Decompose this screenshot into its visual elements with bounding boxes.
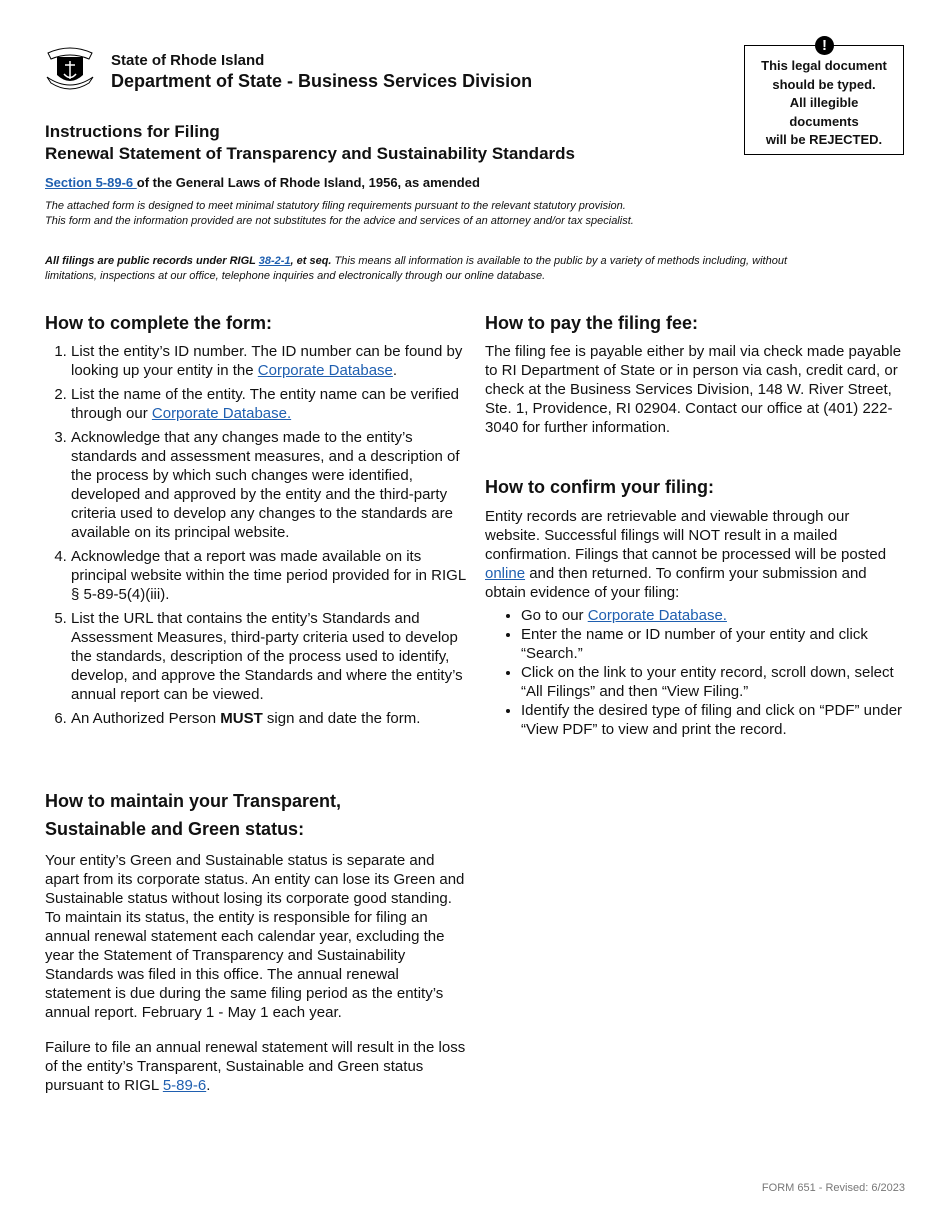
corporate-database-link[interactable]: Corporate Database. [587,607,727,624]
department-name: Department of State - Business Services Division [111,71,533,91]
disclaimer-line: This form and the information provided are not substitutes for the advice and services of an attorney and/or tax specialist. [45,215,634,227]
step-item: 4. Acknowledge that a report was made available on its principal website within the time period provided for in RIGL § 5-89-5(4)(iii). [71,547,470,604]
step-item: 3. Acknowledge that any changes made to the entity’s standards and assessment measures, and a description of the process by which such changes were identified, developed and approved by the entity and the third-party criteria used to develop any changes to the standards are available on its principal website. [71,428,470,542]
statute-link[interactable]: Section 5-89-6 [45,175,137,190]
step-item: 5. List the URL that contains the entity’s Standards and Assessment Measures, third-party criteria used to develop the standards, description of the process used to identify, develop, and approve the Standards and where the entity’s annual report can be viewed. [71,609,470,704]
notice-line: This legal document [761,58,887,73]
maintain-heading-line: How to maintain your Transparent, [45,791,342,811]
form-footer: FORM 651 - Revised: 6/2023 [761,1182,905,1194]
page-title [45,121,575,165]
confirm-heading: How to confirm your filing: [485,477,714,497]
step-item: 1. List the entity’s ID number. The ID number can be found by looking up your entity in the Corporate Database. [71,342,470,380]
online-link[interactable]: online [485,565,526,582]
confirm-paragraph: Entity records are retrievable and viewable through our website. Successful filings will NOT result in a mailed confirmation. Filings that cannot be processed will be posted online and then returned. To confirm your submission and obtain evidence of your filing: [485,508,887,601]
notice-line: documents [789,113,859,129]
title-line-1: Instructions for Filing [45,122,220,141]
complete-steps [45,342,470,733]
state-seal-logo [45,43,95,91]
confirm-step: • Go to our Corporate Database. [521,606,905,625]
statute-text: of the General Laws of Rhode Island, 1956, as amended [136,175,480,190]
complete-heading: How to complete the form: [45,313,273,333]
disclaimer-line: The attached form is designed to meet minimal statutory filing requirements pursuant to the relevant statutory provision. [45,200,626,212]
maintain-paragraph: Your entity’s Green and Sustainable status is separate and apart from its corporate status. An entity can lose its Green and Sustainable status without losing its corporate good standing. To maintain its status, the entity is responsible for filing an annual renewal statement each calendar year, excluding the year the Statement of Transparency and Sustainability Standards was filed in this office. The annual renewal statement is due during the same filing period as the entity’s annual report. February 1 - May 1 each year. [45,852,465,1021]
disclaimer [45,199,634,229]
state-name: State of Rhode Island [111,52,265,69]
failure-paragraph: Failure to file an annual renewal statement will result in the loss of the entity’s Transparent, Sustainable and Green status pursuant to RIGL 5-89-6. [45,1039,466,1094]
rigl-5-89-6-link[interactable]: 5-89-6 [162,1077,207,1094]
title-line-2: Renewal Statement of Transparency and Sustainability Standards [45,144,575,163]
public-bold: , et seq. [290,255,332,267]
maintain-heading [45,787,341,843]
corporate-database-link[interactable]: Corporate Database. [151,405,292,422]
exclamation-icon: ! [815,36,834,55]
notice-line: All illegible [789,95,859,110]
confirm-step: • Click on the link to your entity record, scroll down, select “All Filings” and then “View Filing.” [521,663,905,701]
confirm-steps [485,606,905,739]
public-bold: All filings are public records under RIGL [45,255,259,267]
corporate-database-link[interactable]: Corporate Database [257,362,393,379]
public-text: This means all information is available to the public by a variety of methods including, without limitations, inspections at our office, telephone inquiries and electronically through our online database. [45,255,788,282]
rigl-link[interactable]: 38-2-1 [258,255,291,267]
public-records-notice [45,254,795,284]
pay-heading: How to pay the filing fee: [485,313,699,333]
statute-reference [45,175,480,190]
notice-line: will be REJECTED. [765,132,883,147]
notice-line: should be typed. [772,76,876,92]
step-item: 6. An Authorized Person MUST sign and date the form. [71,709,470,728]
confirm-step: • Enter the name or ID number of your entity and click “Search.” [521,625,905,663]
pay-paragraph: The filing fee is payable either by mail via check made payable to RI Department of State or in person via cash, credit card, or check at the Business Services Division, 148 W. River Street, Ste. 1, Providence, RI 02904. Contact our office at (401) 222-3040 for further information. [485,343,902,436]
typed-notice-box [744,37,904,155]
maintain-heading-line: Sustainable and Green status: [45,819,305,839]
step-item: 2. List the name of the entity. The entity name can be verified through our Corporate Database. [71,385,470,423]
confirm-step: • Identify the desired type of filing and click on “PDF” under “View PDF” to view and print the record. [521,701,905,739]
